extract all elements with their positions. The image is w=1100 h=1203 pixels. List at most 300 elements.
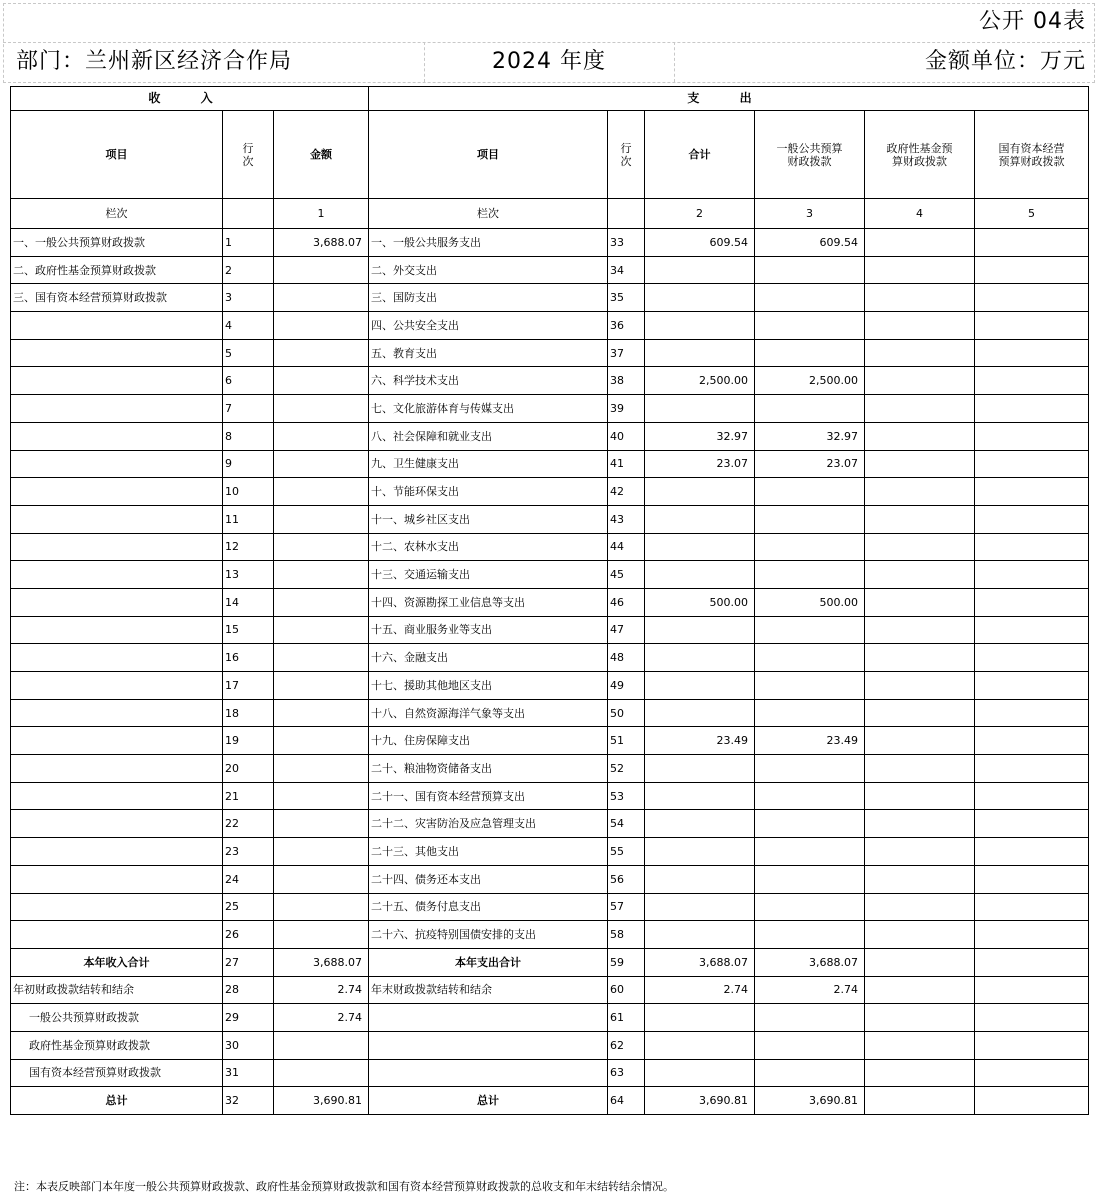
expense-item: 一、一般公共服务支出 [369,229,608,257]
expense-line-no: 64 [608,1087,645,1115]
state-capital-amount [975,865,1089,893]
income-line-no: 20 [223,755,274,783]
gov-fund-amount [865,561,975,589]
income-item: 一般公共预算财政拨款 [11,1004,223,1032]
income-line-no: 19 [223,727,274,755]
table-row [11,976,1089,1004]
general-budget-amount [755,893,865,921]
income-item [11,533,223,561]
gov-fund-amount [865,976,975,1004]
expense-line-no: 47 [608,616,645,644]
income-item [11,672,223,700]
general-budget-amount [755,312,865,340]
income-line-no: 3 [223,284,274,312]
expense-line-no: 43 [608,505,645,533]
state-capital-amount [975,755,1089,783]
table-row [11,1004,1089,1032]
income-item [11,727,223,755]
table-row [11,505,1089,533]
expense-line-no: 40 [608,422,645,450]
expense-item: 十五、商业服务业等支出 [369,616,608,644]
income-item [11,921,223,949]
income-item [11,782,223,810]
table-row [11,699,1089,727]
state-capital-amount [975,588,1089,616]
gov-fund-amount [865,1059,975,1087]
table-row [11,782,1089,810]
income-amount [274,1031,369,1059]
income-line-no: 9 [223,450,274,478]
total-amount: 23.49 [645,727,755,755]
state-capital-amount [975,367,1089,395]
income-line-no: 18 [223,699,274,727]
expense-line-no: 44 [608,533,645,561]
gov-fund-amount [865,893,975,921]
general-budget-amount [755,644,865,672]
income-amount: 2.74 [274,976,369,1004]
general-budget-amount: 2,500.00 [755,367,865,395]
expense-line-no: 39 [608,395,645,423]
state-capital-amount [975,921,1089,949]
income-item: 二、政府性基金预算财政拨款 [11,256,223,284]
state-capital-amount [975,616,1089,644]
income-line-no: 22 [223,810,274,838]
general-budget-amount [755,1004,865,1032]
income-item [11,367,223,395]
state-capital-amount [975,339,1089,367]
department-label: 部门：兰州新区经济合作局 [16,49,293,74]
state-capital-amount [975,699,1089,727]
income-line-no: 14 [223,588,274,616]
income-amount [274,644,369,672]
state-capital-amount [975,422,1089,450]
gov-fund-amount [865,810,975,838]
income-item [11,755,223,783]
general-budget-amount: 32.97 [755,422,865,450]
total-amount [645,1059,755,1087]
income-amount [274,782,369,810]
col-number: 2 [645,199,755,229]
col-state-capital: 国有资本经营 预算财政拨款 [975,111,1089,199]
expense-item: 五、教育支出 [369,339,608,367]
total-amount [645,284,755,312]
income-item [11,810,223,838]
general-budget-amount [755,865,865,893]
income-line-no: 10 [223,478,274,506]
total-amount: 2,500.00 [645,367,755,395]
state-capital-amount [975,395,1089,423]
gov-fund-amount [865,644,975,672]
expense-item: 二、外交支出 [369,256,608,284]
total-amount: 23.07 [645,450,755,478]
total-amount: 3,690.81 [645,1087,755,1115]
income-amount [274,672,369,700]
table-row [11,755,1089,783]
income-item [11,505,223,533]
state-capital-amount [975,533,1089,561]
total-amount [645,505,755,533]
expense-line-no: 41 [608,450,645,478]
table-row [11,672,1089,700]
gov-fund-amount [865,782,975,810]
income-item: 总计 [11,1087,223,1115]
income-item [11,422,223,450]
state-capital-amount [975,644,1089,672]
income-item [11,893,223,921]
expense-item: 八、社会保障和就业支出 [369,422,608,450]
table-row [11,644,1089,672]
state-capital-amount [975,478,1089,506]
gov-fund-amount [865,921,975,949]
state-capital-amount [975,561,1089,589]
gov-fund-amount [865,450,975,478]
expense-item: 十六、金融支出 [369,644,608,672]
total-amount [645,755,755,783]
general-budget-amount [755,1031,865,1059]
gov-fund-amount [865,1031,975,1059]
general-budget-amount: 3,690.81 [755,1087,865,1115]
expense-line-no: 57 [608,893,645,921]
expense-line-no: 48 [608,644,645,672]
table-row [11,478,1089,506]
expense-line-no: 50 [608,699,645,727]
income-amount [274,367,369,395]
income-line-no: 12 [223,533,274,561]
expense-line-no: 45 [608,561,645,589]
col-general-budget: 一般公共预算 财政拨款 [755,111,865,199]
table-row [11,256,1089,284]
general-budget-amount [755,810,865,838]
income-line-no: 32 [223,1087,274,1115]
expense-line-no: 46 [608,588,645,616]
expense-line-no: 34 [608,256,645,284]
income-item [11,312,223,340]
income-amount [274,533,369,561]
income-item [11,339,223,367]
gov-fund-amount [865,284,975,312]
income-amount: 3,690.81 [274,1087,369,1115]
expense-line-no: 58 [608,921,645,949]
total-amount [645,893,755,921]
income-line-no: 4 [223,312,274,340]
expense-item: 十一、城乡社区支出 [369,505,608,533]
total-amount [645,616,755,644]
income-amount [274,312,369,340]
table-row [11,367,1089,395]
gov-fund-amount [865,505,975,533]
income-line-no: 21 [223,782,274,810]
total-amount [645,478,755,506]
total-amount [645,256,755,284]
section-header-row [11,87,1089,111]
expense-item: 十四、资源勘探工业信息等支出 [369,588,608,616]
income-line-no: 27 [223,948,274,976]
income-section-title: 收 入 [11,87,369,111]
gov-fund-amount [865,422,975,450]
expense-item: 十七、援助其他地区支出 [369,672,608,700]
general-budget-amount [755,616,865,644]
expense-item: 十九、住房保障支出 [369,727,608,755]
general-budget-amount [755,395,865,423]
general-budget-amount [755,1059,865,1087]
general-budget-amount [755,838,865,866]
income-item: 本年收入合计 [11,948,223,976]
column-number-row [11,199,1089,229]
grid-divider [424,42,425,82]
total-amount [645,312,755,340]
expense-section-title: 支 出 [369,87,1089,111]
expense-line-no: 33 [608,229,645,257]
gov-fund-amount [865,256,975,284]
state-capital-amount [975,229,1089,257]
total-amount [645,644,755,672]
income-item [11,838,223,866]
table-row [11,339,1089,367]
income-amount [274,450,369,478]
income-line-no: 11 [223,505,274,533]
expense-item: 十三、交通运输支出 [369,561,608,589]
total-amount: 2.74 [645,976,755,1004]
general-budget-amount: 500.00 [755,588,865,616]
table-row [11,588,1089,616]
general-budget-amount: 3,688.07 [755,948,865,976]
income-amount: 3,688.07 [274,948,369,976]
income-amount [274,339,369,367]
income-amount [274,395,369,423]
income-item [11,478,223,506]
col-number-label: 栏次 [11,199,223,229]
total-amount [645,782,755,810]
income-item [11,699,223,727]
income-line-no: 1 [223,229,274,257]
total-amount [645,339,755,367]
gov-fund-amount [865,948,975,976]
table-row [11,727,1089,755]
gov-fund-amount [865,838,975,866]
total-amount [645,865,755,893]
amount-unit: 金额单位：万元 [924,49,1086,74]
expense-line-no: 61 [608,1004,645,1032]
col-number: 3 [755,199,865,229]
income-amount [274,284,369,312]
general-budget-amount: 609.54 [755,229,865,257]
total-amount [645,672,755,700]
expense-item [369,1059,608,1087]
income-line-no: 25 [223,893,274,921]
expense-line-no: 38 [608,367,645,395]
gov-fund-amount [865,478,975,506]
state-capital-amount [975,838,1089,866]
income-line-no: 5 [223,339,274,367]
income-amount [274,755,369,783]
table-row [11,838,1089,866]
expense-item: 二十三、其他支出 [369,838,608,866]
budget-table [10,86,1089,1115]
expense-item [369,1031,608,1059]
income-amount [274,865,369,893]
state-capital-amount [975,505,1089,533]
income-amount [274,921,369,949]
table-row [11,1059,1089,1087]
general-budget-amount [755,672,865,700]
expense-item: 十八、自然资源海洋气象等支出 [369,699,608,727]
general-budget-amount [755,505,865,533]
total-amount [645,533,755,561]
income-amount [274,422,369,450]
state-capital-amount [975,284,1089,312]
table-row [11,284,1089,312]
total-amount: 500.00 [645,588,755,616]
gov-fund-amount [865,339,975,367]
expense-item: 年末财政拨款结转和结余 [369,976,608,1004]
income-line-no: 6 [223,367,274,395]
column-header-row [11,111,1089,199]
income-item: 政府性基金预算财政拨款 [11,1031,223,1059]
income-item [11,561,223,589]
general-budget-amount [755,256,865,284]
expense-line-no: 42 [608,478,645,506]
state-capital-amount [975,1004,1089,1032]
fiscal-year: 2024 年度 [492,49,606,74]
state-capital-amount [975,1087,1089,1115]
total-amount [645,810,755,838]
table-row [11,948,1089,976]
income-item [11,644,223,672]
total-amount [645,699,755,727]
expense-line-no: 53 [608,782,645,810]
gov-fund-amount [865,367,975,395]
general-budget-amount [755,561,865,589]
expense-item: 十二、农林水支出 [369,533,608,561]
state-capital-amount [975,1059,1089,1087]
state-capital-amount [975,810,1089,838]
table-row [11,865,1089,893]
income-line-no: 16 [223,644,274,672]
income-item [11,588,223,616]
income-line-no: 8 [223,422,274,450]
expense-line-no: 36 [608,312,645,340]
expense-line-no: 35 [608,284,645,312]
state-capital-amount [975,976,1089,1004]
income-line-no: 31 [223,1059,274,1087]
expense-line-no: 51 [608,727,645,755]
col-number-label: 栏次 [369,199,608,229]
expense-item: 总计 [369,1087,608,1115]
income-line-no: 23 [223,838,274,866]
income-line-no: 17 [223,672,274,700]
income-item [11,865,223,893]
expense-item: 七、文化旅游体育与传媒支出 [369,395,608,423]
expense-item: 二十四、债务还本支出 [369,865,608,893]
gov-fund-amount [865,755,975,783]
general-budget-amount: 23.49 [755,727,865,755]
income-amount [274,478,369,506]
general-budget-amount [755,533,865,561]
table-row [11,616,1089,644]
expense-line-no: 56 [608,865,645,893]
table-row [11,893,1089,921]
expense-item: 三、国防支出 [369,284,608,312]
income-line-no: 26 [223,921,274,949]
income-amount [274,256,369,284]
income-item: 一、一般公共预算财政拨款 [11,229,223,257]
state-capital-amount [975,450,1089,478]
col-income-amount: 金额 [274,111,369,199]
table-row [11,533,1089,561]
expense-item: 二十一、国有资本经营预算支出 [369,782,608,810]
income-item: 国有资本经营预算财政拨款 [11,1059,223,1087]
expense-line-no: 55 [608,838,645,866]
table-row [11,229,1089,257]
expense-line-no: 62 [608,1031,645,1059]
gov-fund-amount [865,672,975,700]
state-capital-amount [975,948,1089,976]
gov-fund-amount [865,1087,975,1115]
col-income-line-no: 行 次 [223,111,274,199]
income-amount [274,810,369,838]
table-row [11,395,1089,423]
expense-line-no: 63 [608,1059,645,1087]
expense-item: 九、卫生健康支出 [369,450,608,478]
expense-line-no: 60 [608,976,645,1004]
income-item [11,450,223,478]
table-row [11,921,1089,949]
income-item [11,616,223,644]
col-gov-fund: 政府性基金预 算财政拨款 [865,111,975,199]
income-line-no: 13 [223,561,274,589]
expense-item: 二十五、债务付息支出 [369,893,608,921]
grid-divider [674,42,675,82]
col-expense-item: 项目 [369,111,608,199]
general-budget-amount [755,339,865,367]
general-budget-amount: 2.74 [755,976,865,1004]
income-line-no: 28 [223,976,274,1004]
gov-fund-amount [865,588,975,616]
general-budget-amount [755,478,865,506]
general-budget-amount [755,782,865,810]
total-amount [645,838,755,866]
general-budget-amount [755,921,865,949]
income-amount [274,505,369,533]
table-row [11,450,1089,478]
gov-fund-amount [865,533,975,561]
income-amount: 2.74 [274,1004,369,1032]
col-number: 4 [865,199,975,229]
table-row [11,561,1089,589]
income-amount: 3,688.07 [274,229,369,257]
total-amount [645,561,755,589]
expense-item: 二十二、灾害防治及应急管理支出 [369,810,608,838]
general-budget-amount [755,284,865,312]
state-capital-amount [975,727,1089,755]
general-budget-amount [755,755,865,783]
col-income-item: 项目 [11,111,223,199]
income-amount [274,1059,369,1087]
footnote: 注：本表反映部门本年度一般公共预算财政拨款、政府性基金预算财政拨款和国有资本经营预算财政拨款的总收支和年末结转结余情况。 [14,1180,674,1193]
total-amount: 609.54 [645,229,755,257]
gov-fund-amount [865,699,975,727]
table-row [11,1031,1089,1059]
table-row [11,422,1089,450]
total-amount: 3,688.07 [645,948,755,976]
col-number: 1 [274,199,369,229]
total-amount [645,1031,755,1059]
expense-line-no: 37 [608,339,645,367]
state-capital-amount [975,1031,1089,1059]
table-row [11,1087,1089,1115]
gov-fund-amount [865,1004,975,1032]
income-amount [274,838,369,866]
